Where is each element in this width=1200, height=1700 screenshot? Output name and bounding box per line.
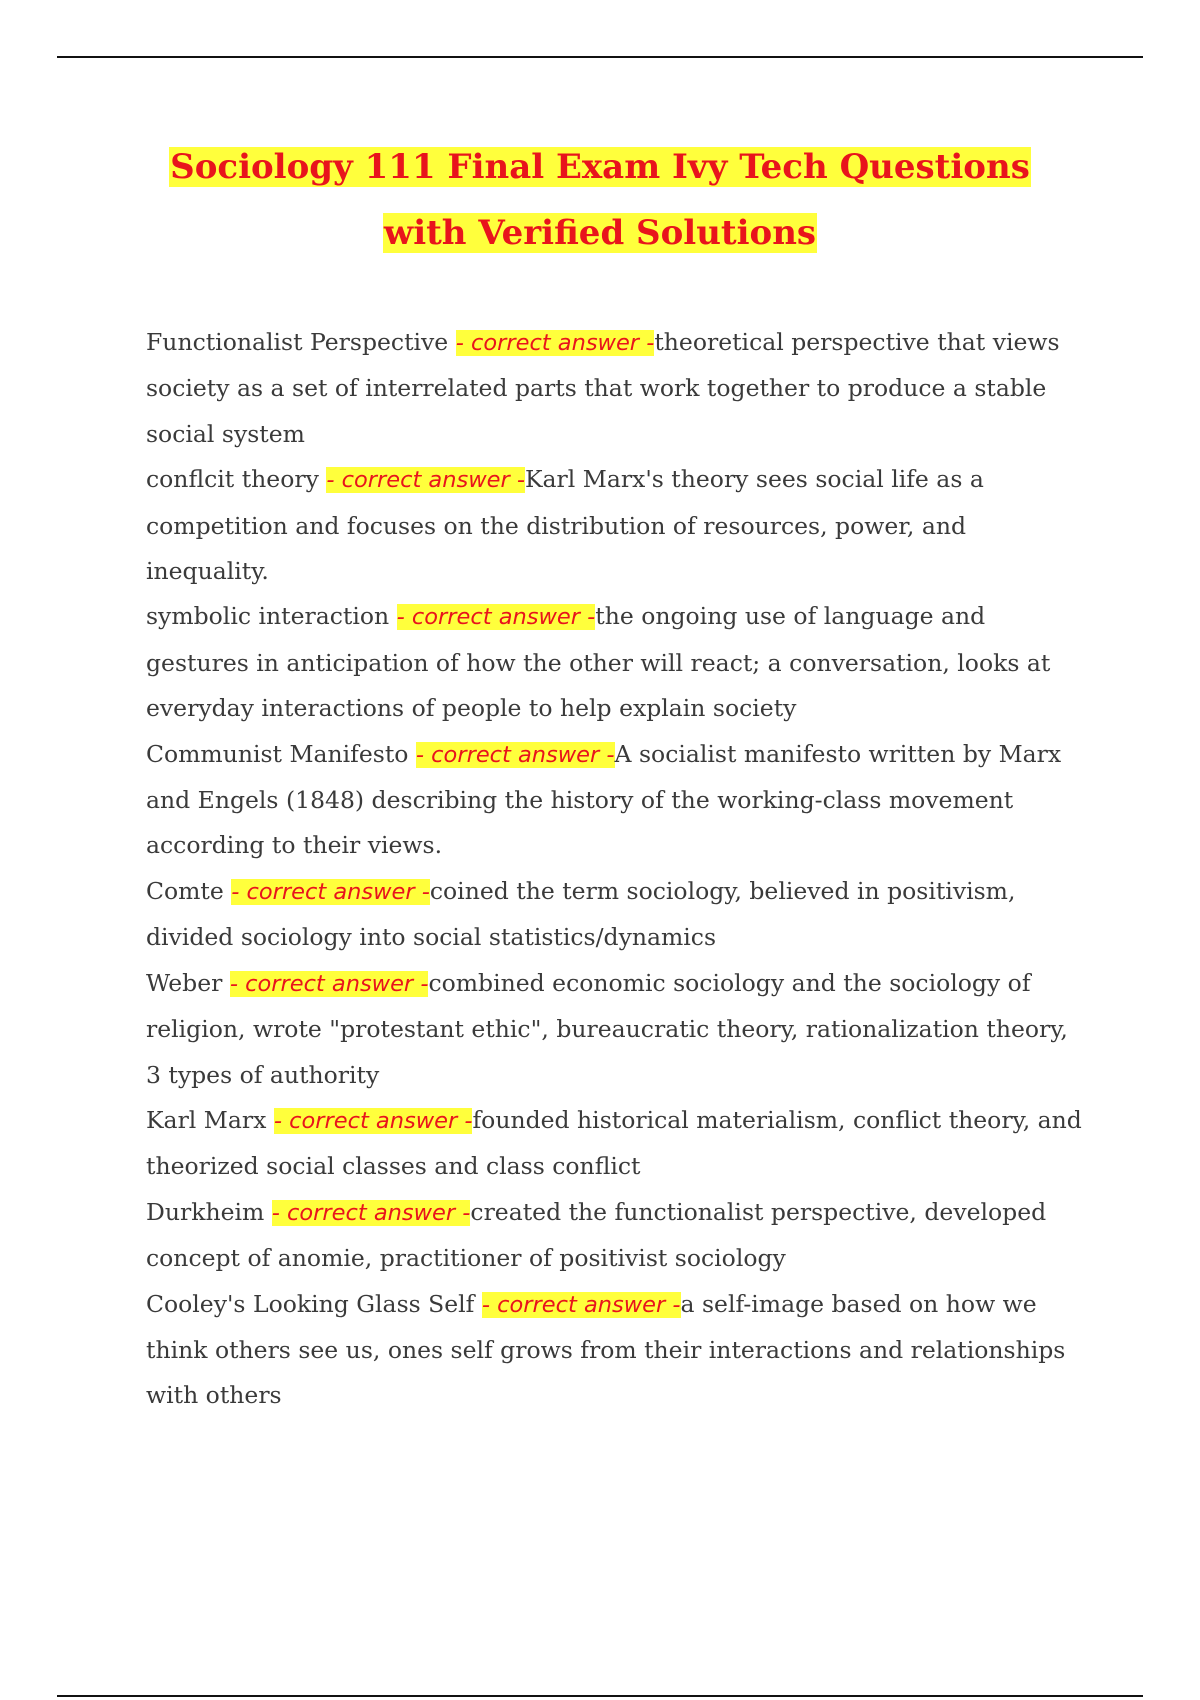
title-line-2: with Verified Solutions [383, 213, 817, 253]
entry-definition: coined the term sociology, believed in positivism, divided sociology into social statistics/dynamics [146, 876, 1016, 952]
answer-separator: - correct answer - [396, 604, 596, 631]
entry-term: symbolic interaction [146, 602, 397, 631]
answer-separator: - correct answer - [326, 467, 525, 494]
entry-definition: a self-image based on how we think others see us, ones self grows from their interactions and relationships with others [146, 1289, 1066, 1410]
answer-separator: - correct answer - [271, 1199, 471, 1226]
qa-entry [146, 594, 1086, 731]
answer-separator: - correct answer - [455, 330, 655, 356]
qa-list [146, 320, 1086, 1419]
entry-definition: created the functionalist perspective, developed concept of anomie, practitioner of positivist sociology [146, 1197, 1047, 1273]
qa-entry [146, 1282, 1086, 1419]
qa-entry [146, 869, 1086, 961]
entry-term: Functionalist Perspective [146, 328, 456, 356]
document-title [80, 134, 1120, 266]
title-line-1: Sociology 111 Final Exam Ivy Tech Questions [170, 147, 1030, 187]
entry-definition: the ongoing use of language and gestures in anticipation of how the other will react; a conversation, looks at everyday interactions of people to help explain society [146, 602, 1051, 723]
qa-entry [146, 732, 1086, 869]
qa-entry [146, 457, 1086, 594]
qa-entry [146, 1190, 1086, 1282]
entry-term: Weber [146, 968, 230, 997]
entry-term: Durkheim [146, 1197, 272, 1226]
entry-term: Cooley's Looking Glass Self [146, 1289, 482, 1318]
entry-term: conflcit theory [146, 465, 327, 494]
qa-entry [146, 961, 1086, 1098]
entry-term: Comte [146, 876, 232, 905]
answer-separator: - correct answer - [229, 970, 429, 997]
entry-definition: combined economic sociology and the sociology of religion, wrote "protestant ethic", bureaucratic theory, rationalization theory, 3 types of authority [146, 968, 1068, 1089]
top-rule [57, 56, 1143, 58]
entry-definition: Karl Marx's theory sees social life as a competition and focuses on the distribution of resources, power, and inequality. [146, 465, 984, 586]
entry-term: Karl Marx [146, 1105, 274, 1134]
entry-term: Communist Manifesto [146, 739, 416, 768]
answer-separator: - correct answer - [415, 741, 615, 768]
entry-definition: founded historical materialism, conflict theory, and theorized social classes and class conflict [146, 1105, 1082, 1181]
qa-entry [146, 1098, 1086, 1190]
entry-definition: A socialist manifesto written by Marx and Engels (1848) describing the history of the working-class movement according to their views. [146, 739, 1062, 860]
answer-separator: - correct answer - [481, 1291, 681, 1318]
answer-separator: - correct answer - [273, 1107, 473, 1134]
entry-definition: theoretical perspective that views society as a set of interrelated parts that work together to produce a stable social system [146, 328, 1060, 448]
answer-separator: - correct answer - [231, 878, 430, 905]
bottom-rule [57, 1695, 1143, 1697]
qa-entry [146, 320, 1086, 457]
